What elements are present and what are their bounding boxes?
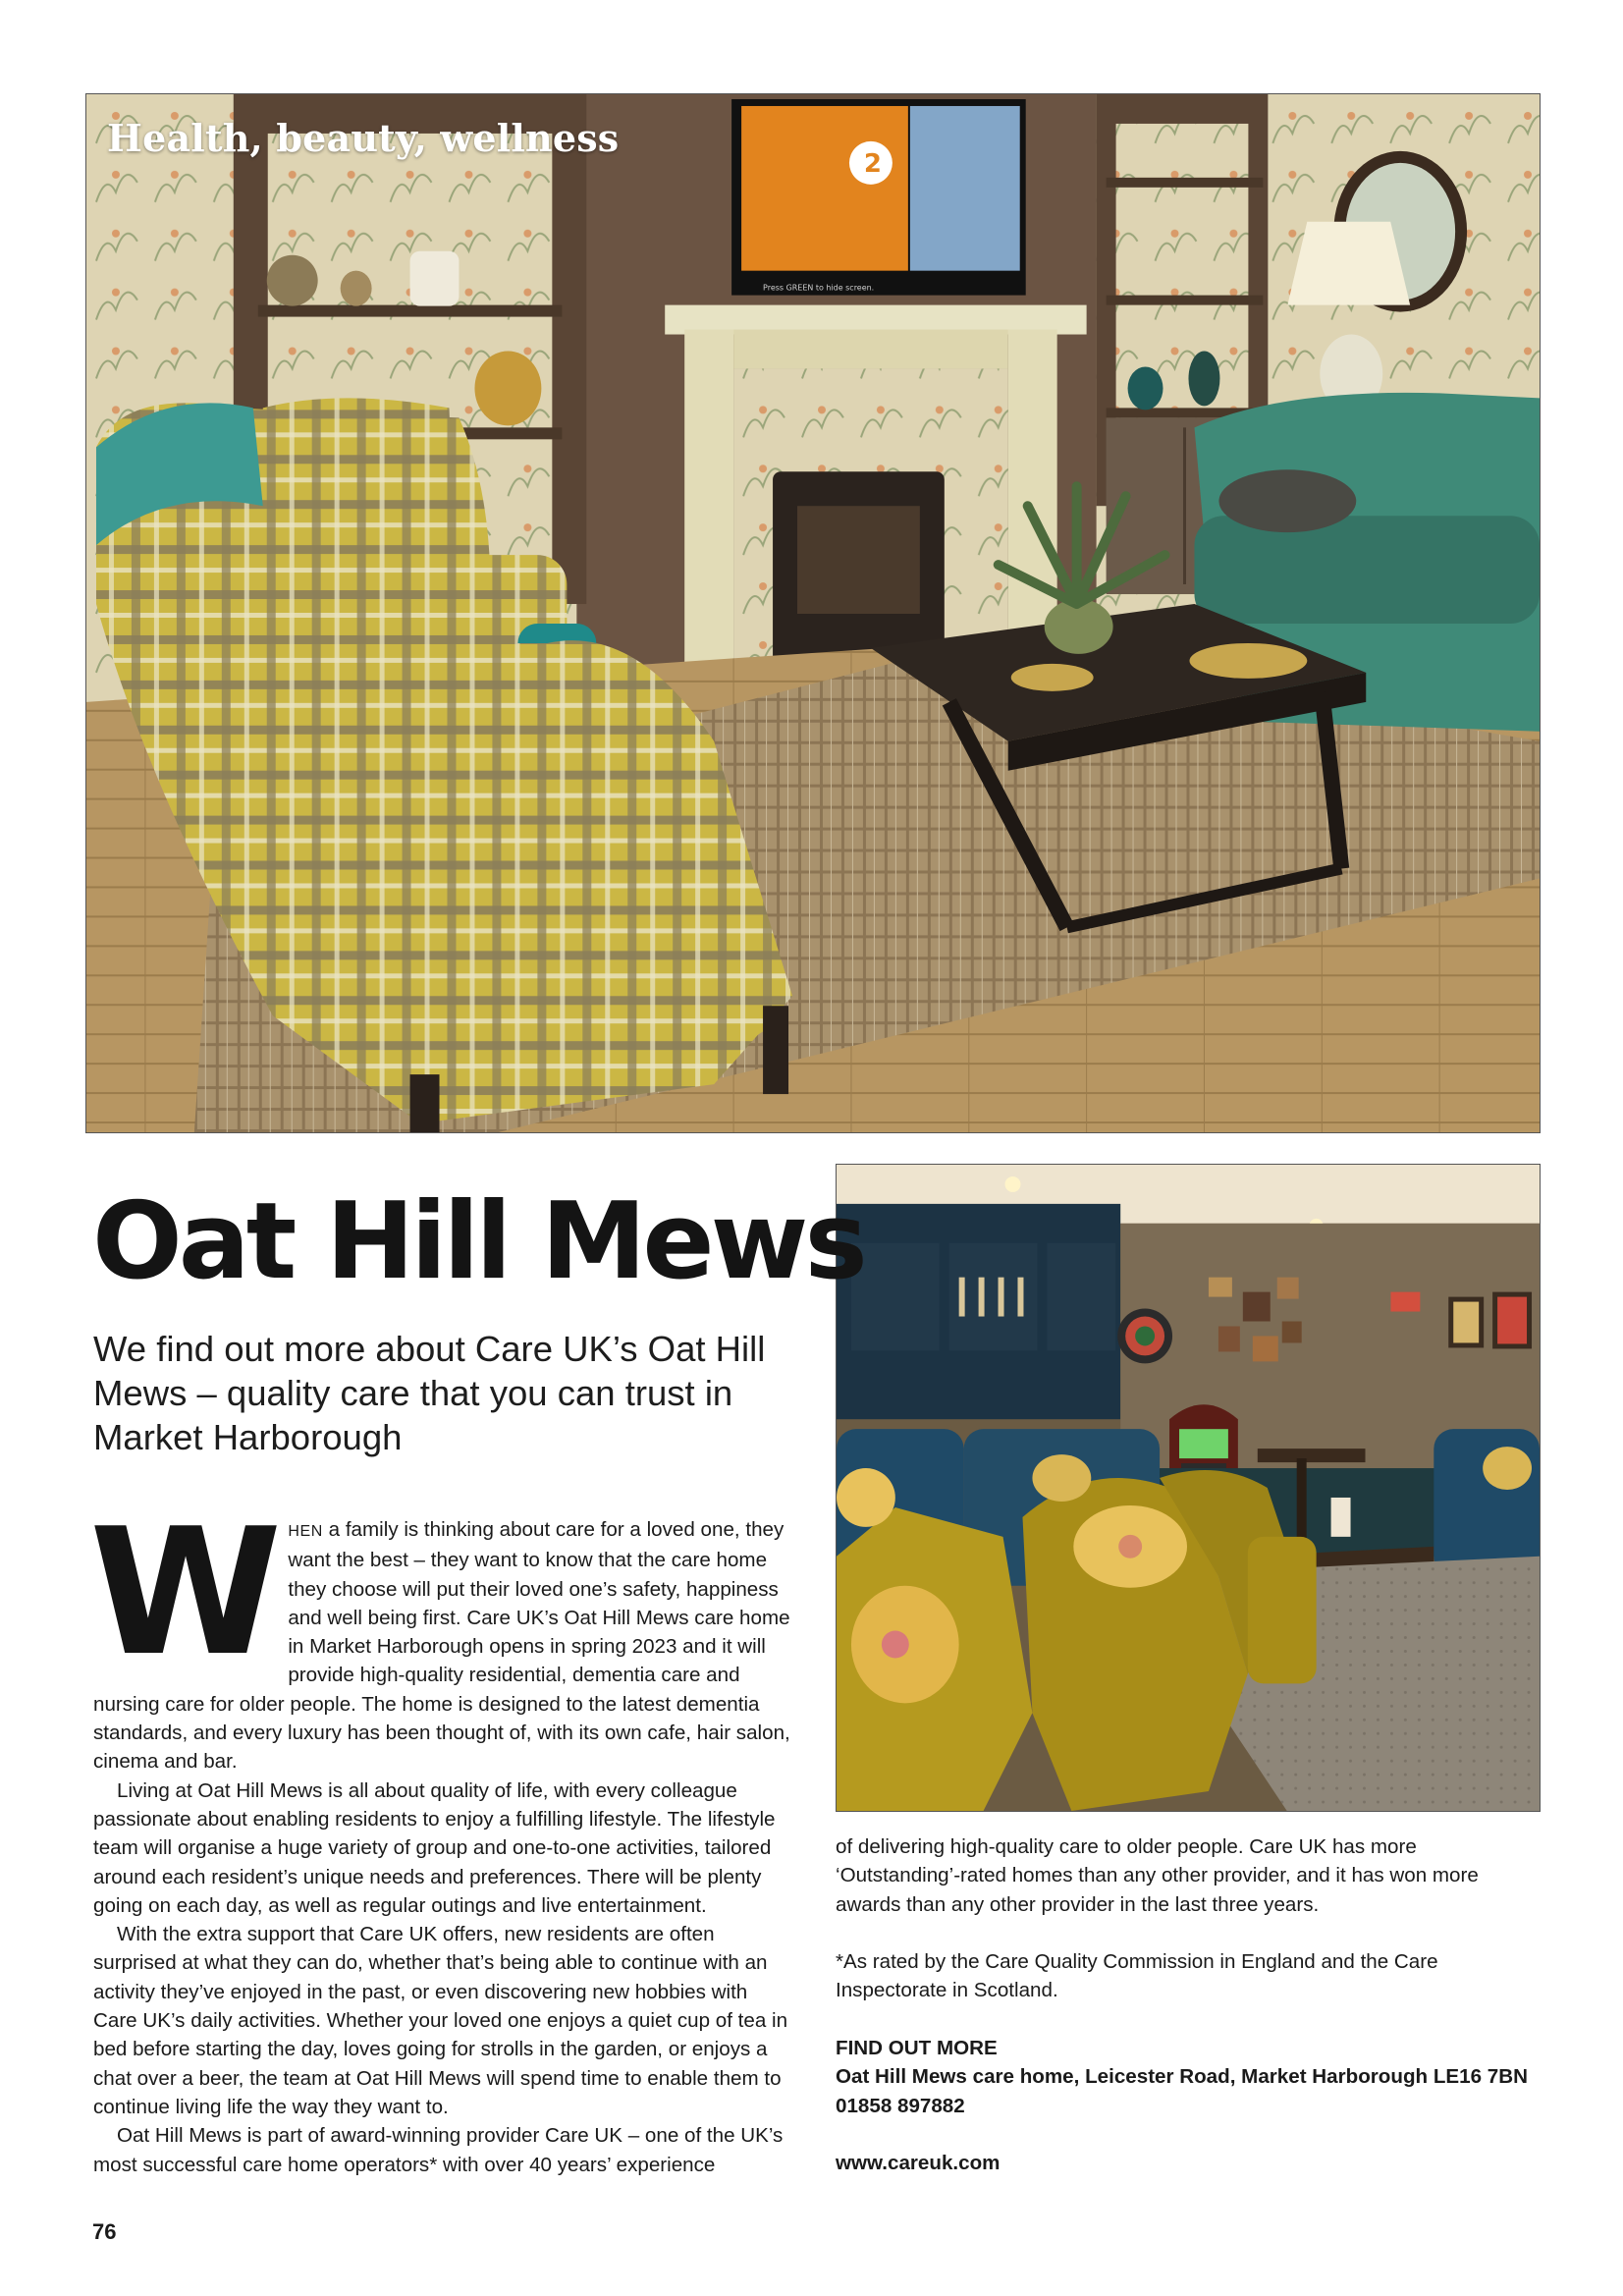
find-out-more-heading: FIND OUT MORE	[836, 2037, 998, 2060]
section-label: Health, beauty, wellness	[107, 116, 620, 160]
contact-phone: 01858 897882	[836, 2094, 965, 2117]
paragraph-2: Living at Oat Hill Mews is all about quality of life, with every colleague passionate about enabling residents to enjoy a fulfilling lifestyle. The lifestyle team will organise a huge variety of group and one-to-one activities, tailored around each resident’s unique needs and preferences. There will be plenty going on each day, as well as regular outings and live entertainment.	[93, 1778, 776, 1917]
article-body-right	[836, 1832, 1541, 2178]
bar-illustration	[837, 1165, 1540, 1811]
find-out-more-box	[836, 2034, 1541, 2177]
paragraph-1	[89, 1491, 792, 1777]
contact-address: Oat Hill Mews care home, Leicester Road, Market Harborough LE16 7BN	[836, 2065, 1528, 2089]
paragraph-4: Oat Hill Mews is part of award-winning provider Care UK – one of the UK’s most successful care home operators* with over 40 years’ experience	[93, 2124, 784, 2176]
page-number: 76	[92, 2219, 117, 2244]
article-body-left	[89, 1491, 792, 2179]
tv-caption: Press GREEN to hide screen.	[763, 283, 875, 293]
paragraph-3: With the extra support that Care UK offers, new residents are often surprised at what they can do, whether that’s being able to continue with an activity they’ve enjoyed in the past, or even discovering new hobbies with Care UK’s daily activities. Whether your loved one enjoys a quiet cup of tea in bed before starting the day, loves going for strolls in the garden, or enjoys a chat over a beer, the team at Oat Hill Mews will spend time to enable them to continue living life the way they want to.	[93, 1923, 788, 2118]
hero-photo	[85, 93, 1541, 1133]
footnote: *As rated by the Care Quality Commission in England and the Care Inspectorate in Scotland.	[836, 1950, 1438, 2002]
lead-caps: HEN	[288, 1523, 323, 1540]
lounge-illustration	[86, 94, 1540, 1132]
article-title: Oat Hill Mews	[92, 1180, 864, 1303]
paragraph-1-text: a family is thinking about care for a loved one, they want the best – they want to know that the care home they choose will put their loved one’s safety, happiness and well being first. Care UK’s Oat Hill Mews care home in Market Harborough opens in spring 2023 and it will provide high-quality residential, dementia care and nursing care for older people. The home is designed to the latest dementia standards, and every luxury has been thought of, with its own cafe, hair salon, cinema and bar.	[93, 1518, 790, 1774]
standfirst: We find out more about Care UK’s Oat Hill Mews – quality care that you can trust in Market Harborough	[93, 1329, 766, 1457]
website-link[interactable]: www.careuk.com	[836, 2152, 1001, 2175]
svg-text:2: 2	[863, 148, 882, 179]
bar-lounge-photo	[836, 1164, 1541, 1812]
drop-cap: W	[89, 1491, 277, 1694]
paragraph-4-continued: of delivering high-quality care to older people. Care UK has more ‘Outstanding’-rated homes than any other provider, and it has won more awards than any other provider in the last three years.	[836, 1835, 1479, 1916]
